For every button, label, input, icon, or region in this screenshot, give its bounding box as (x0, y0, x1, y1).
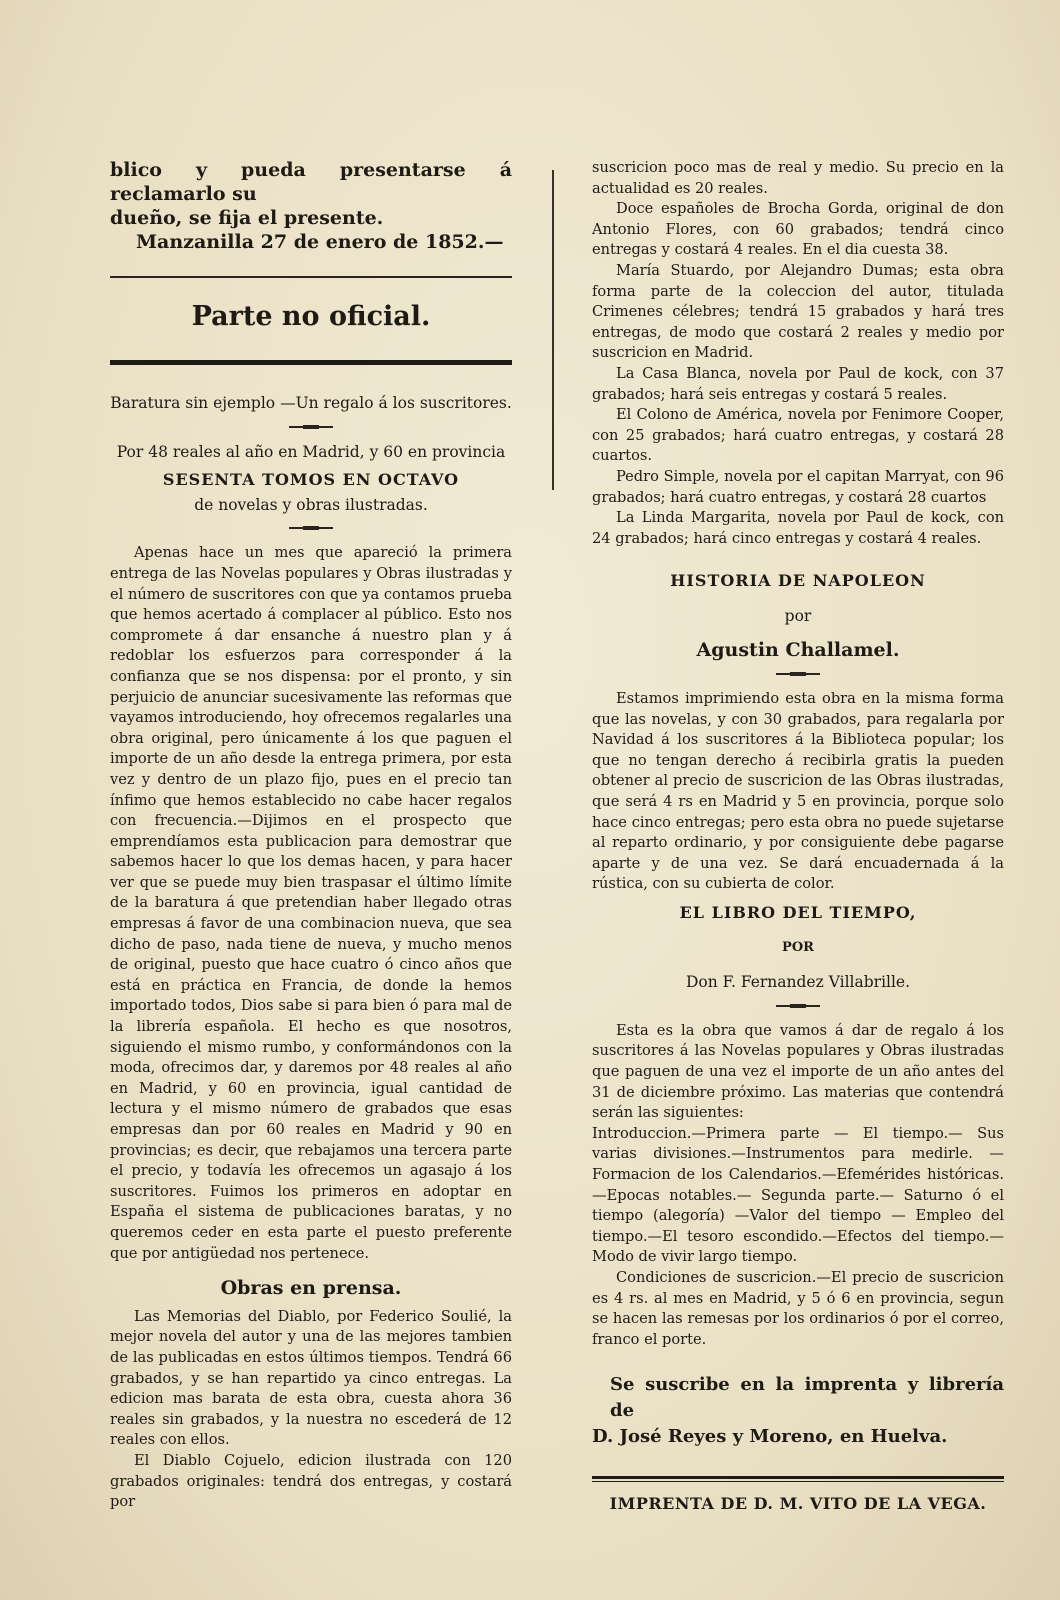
price-line: Por 48 reales al año en Madrid, y 60 en provincia (116, 442, 506, 461)
volumes-heading: SESENTA TOMOS EN OCTAVO (162, 470, 460, 490)
press-paragraph: Las Memorias del Diablo, por Federico Soulié, la mejor novela del autor y una de las mejores tambien de las publicadas en estos últimos tiempos. Tendrá 66 grabados, y se han repartido ya cinco entregas. La edicion mas barata de esta obra, cuesta ahora 36 reales sin grabados, y la nuestra no escederá de 12 reales con ellos. (110, 1307, 512, 1449)
footer-rule (592, 1476, 1004, 1479)
paragraph: Pedro Simple, novela por el capitan Marryat, con 96 grabados; hará cuatro entregas, y costará 28 cuartos (592, 467, 1004, 506)
right-column (592, 158, 1004, 1515)
libro-heading: EL LIBRO DEL TIEMPO, (679, 903, 917, 922)
intro-line-2: dueño, se fija el presente. (110, 207, 384, 229)
press-heading: Obras en prensa. (220, 1277, 402, 1300)
article-body: Apenas hace un mes que apareció la primera entrega de las Novelas populares y Obras ilustradas y el número de suscritores con que ya contamos prueba que hemos acertado á complacer al público. Esto nos compromete á dar ensanche á nuestro plan y á redoblar los esfuerzos para corresponder á la confianza que se nos dispensa: por el pronto, y sin perjuicio de anunciar sucesivamente las reformas que vayamos introduciendo, hoy ofrecemos regalarles una obra original, pero únicamente á los que paguen el importe de un año desde la entrega primera, por esta vez y dentro de un plazo fijo, pues en el precio tan ínfimo que hemos establecido no cabe hacer regalos con frecuencia.—Dijimos en el prospecto que emprendíamos esta publicacion para demostrar que sabemos hacer lo que los demas hacen, y para hacer ver que se puede muy bien traspasar el último límite de la baratura á que pretendian haber llegado otras empresas á favor de una combinacion nueva, que sea dicho de paso, nada tiene de nueva, y mucho menos de original, puesto que hace cuatro ó cinco años que está en práctica en Francia, de donde la hemos importado todos, Dios sabe si para bien ó para mal de la librería española. El hecho es que nosotros, siguiendo el mismo rumbo, y conformándonos con la moda, ofrecimos dar, y daremos por 48 reales al año en Madrid, y 60 en provincia, igual cantidad de lectura y el mismo número de grabados que esas empresas dan por 60 reales en Madrid y 90 en provincias; es decir, que rebajamos una tercera parte el precio, y todavía les ofrecemos un agasajo á los suscritores. Fuimos los primeros en adoptar en España el sistema de publicaciones baratas, y no queremos ceder en esta parte el puesto preferente que por antigüedad nos pertenece. (110, 544, 512, 1262)
paragraph: María Stuardo, por Alejandro Dumas; esta obra forma parte de la coleccion del autor, titulada Crimenes célebres; tendrá 15 grabados y hará tres entregas, de modo que costará 2 reales y medio por suscricion en Madrid. (592, 261, 1004, 362)
imprint-line: IMPRENTA DE D. M. VITO DE LA VEGA. (609, 1494, 987, 1514)
paragraph: Esta es la obra que vamos á dar de regalo á los suscritores á las Novelas populares y Obras ilustradas que paguen de una vez el importe de un año antes del 31 de diciembre próximo. Las materias que contendrá serán las siguientes: (592, 1021, 1004, 1122)
intro-line-1: blico y pueda presentarse á reclamarlo su (110, 159, 512, 205)
napoleon-heading: HISTORIA DE NAPOLEON (670, 571, 926, 591)
ornament-dash (289, 426, 333, 428)
paragraph: Condiciones de suscricion.—El precio de suscricion es 4 rs. al mes en Madrid, y 5 ó 6 en provincia, segun se hacen las remesas por los ordinarios ó por el correo, franco el porte. (592, 1268, 1004, 1348)
ornament-dash (289, 527, 333, 529)
divider-rule (110, 276, 512, 278)
paragraph: Estamos imprimiendo esta obra en la misma forma que las novelas, y con 30 grabados, para regalarla por Navidad á los suscritores á la Biblioteca popular; los que no tengan derecho á recibirla gratis la pueden obtener al precio de suscricion de las Obras ilustradas, que será 4 rs en Madrid y 5 en provincia, porque solo hace cinco entregas; pero esta obra no puede sujetarse al reparto ordinario, y por consiguiente debe pagarse aparte y de una vez. Se dará encuadernada á la rústica, con su cubierta de color. (592, 690, 1004, 893)
headline: Baratura sin ejemplo —Un regalo á los suscritores. (110, 394, 512, 412)
left-column (110, 158, 512, 1513)
author-name: Don F. Fernandez Villabrille. (685, 973, 911, 992)
paragraph: La Linda Margarita, novela por Paul de kock, con 24 grabados; hará cinco entregas y costará 4 reales. (592, 509, 1004, 547)
dateline: Manzanilla 27 de enero de 1852.— (136, 231, 504, 253)
paragraph: El Colono de América, novela por Fenimore Cooper, con 25 grabados; hará cuatro entregas, y costará 28 cuartos. (592, 406, 1004, 465)
paragraph: Doce españoles de Brocha Gorda, original de don Antonio Flores, con 60 grabados; tendrá cinco entregas y costará 4 reales. En el dia cuesta 38. (592, 200, 1004, 259)
subscribe-line: Se suscribe en la imprenta y librería de (610, 1374, 1004, 1422)
thick-rule (110, 360, 512, 365)
por-label: por (784, 606, 812, 625)
volumes-subheading: de novelas y obras ilustradas. (194, 495, 428, 514)
paragraph: suscricion poco mas de real y medio. Su precio en la actualidad es 20 reales. (592, 159, 1004, 197)
footer-rule (592, 1481, 1004, 1482)
ornament-dash (776, 1005, 820, 1007)
paragraph: La Casa Blanca, novela por Paul de kock, con 37 grabados; hará seis entregas y costará 5 reales. (592, 364, 1004, 403)
author-name: Agustin Challamel. (696, 639, 900, 662)
press-paragraph: El Diablo Cojuelo, edicion ilustrada con 120 grabados originales: tendrá dos entregas, y costará por (110, 1451, 512, 1511)
ornament-dash (776, 673, 820, 675)
subscribe-line: D. José Reyes y Moreno, en Huelva. (592, 1426, 948, 1448)
por-label: POR (782, 939, 814, 955)
section-title: Parte no oficial. (191, 301, 431, 332)
paragraph: Introduccion.—Primera parte — El tiempo.— Sus varias divisiones.—Instrumentos para medirle. —Formacion de los Calendarios.—Efemérides históricas.—Epocas notables.— Segunda parte.— Saturno ó el tiempo (alegoría) —Valor del tiempo — Empleo del tiempo.—El tesoro escondido.—Efectos del tiempo.—Modo de vivir largo tiempo. (592, 1124, 1004, 1266)
column-rule (552, 170, 554, 490)
